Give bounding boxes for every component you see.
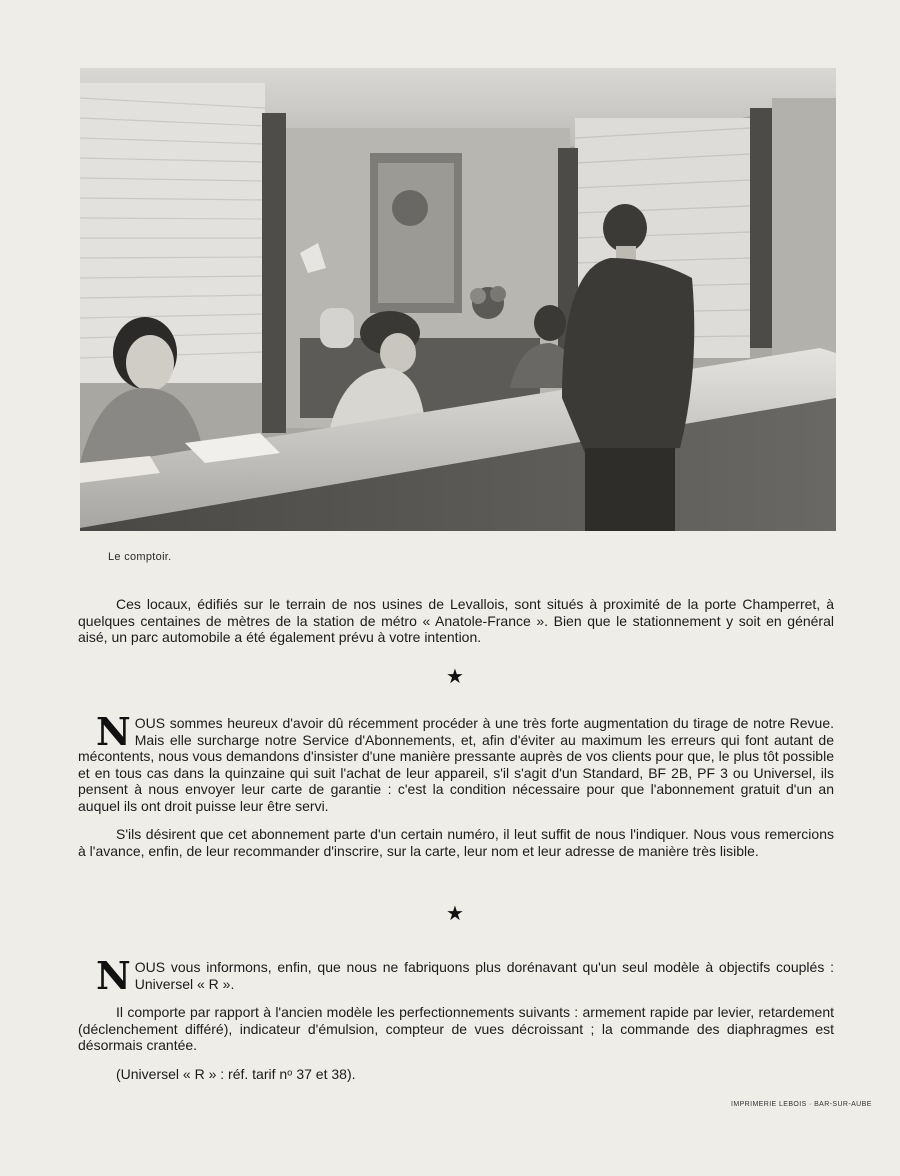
lead-word: OUS <box>134 959 166 975</box>
section-revue <box>78 709 834 859</box>
section-revue-paragraph-2: S'ils désirent que cet abonnement parte d'un certain numéro, il leut suffit de nous l'indiquer. Nous vous remercions à l'avance, enfin, de leur recommander d'inscrire, sur la carte, leur nom et leur adresse de manière très lisible. <box>78 826 834 859</box>
section-revue-text: sommes heureux d'avoir dû récemment procéder à une très forte augmentation du tirage de notre Revue. Mais elle surcharge notre Service d'Abonnements, et, afin d'éviter au maximum les erreurs qui font autant de mécontents, nous vous demandons d'insister d'une manière pressante auprès de vos clients pour que, le plus tôt possible et en tous cas dans la quinzaine qui suit l'achat de leur appareil, s'il s'agit d'un Standard, BF 2B, PF 3 ou Universel, ils pensent à nous envoyer leur carte de garantie : c'est la condition nécessaire pour que l'abonnement gratuit d'un an auquel ils ont droit puisse leur être servi. <box>78 715 834 814</box>
lead-word: OUS <box>134 715 166 731</box>
photo-illustration <box>80 68 836 531</box>
dropcap: N <box>96 709 131 754</box>
section-universel-paragraph <box>78 953 834 998</box>
paragraph-locaux <box>78 596 834 646</box>
section-universel-text: vous informons, enfin, que nous ne fabriquons plus dorénavant qu'un seul modèle à objectifs couplés : Universel « R ». <box>134 959 834 992</box>
section-universel-reference: (Universel « R » : réf. tarif nᵒ 37 et 38). <box>116 1065 356 1082</box>
star-separator-2: ★ <box>446 903 464 925</box>
printer-imprint: IMPRIMERIE LEBOIS · BAR-SUR-AUBE <box>731 1101 872 1108</box>
dropcap: N <box>96 953 131 998</box>
section-universel-paragraph-2: Il comporte par rapport à l'ancien modèle les perfectionnements suivants : armement rapide par levier, retardement (déclenchement différé), indicateur d'émulsion, compteur de vues décroissant ; la commande des diaphragmes est désormais crantée. <box>78 1004 834 1053</box>
section-universel <box>78 953 834 1082</box>
section-revue-paragraph <box>78 709 834 814</box>
photograph-reception-counter <box>80 68 836 531</box>
photo-caption: Le comptoir. <box>108 551 172 563</box>
paragraph-locaux-text: Ces locaux, édifiés sur le terrain de nos usines de Levallois, sont situés à proximité de la porte Champerret, à quelques centaines de mètres de la station de métro « Anatole-France ». Bien que le stationnement y soit en général aisé, un parc automobile a été également prévu à votre intention. <box>78 596 834 645</box>
star-separator-1: ★ <box>446 666 464 688</box>
